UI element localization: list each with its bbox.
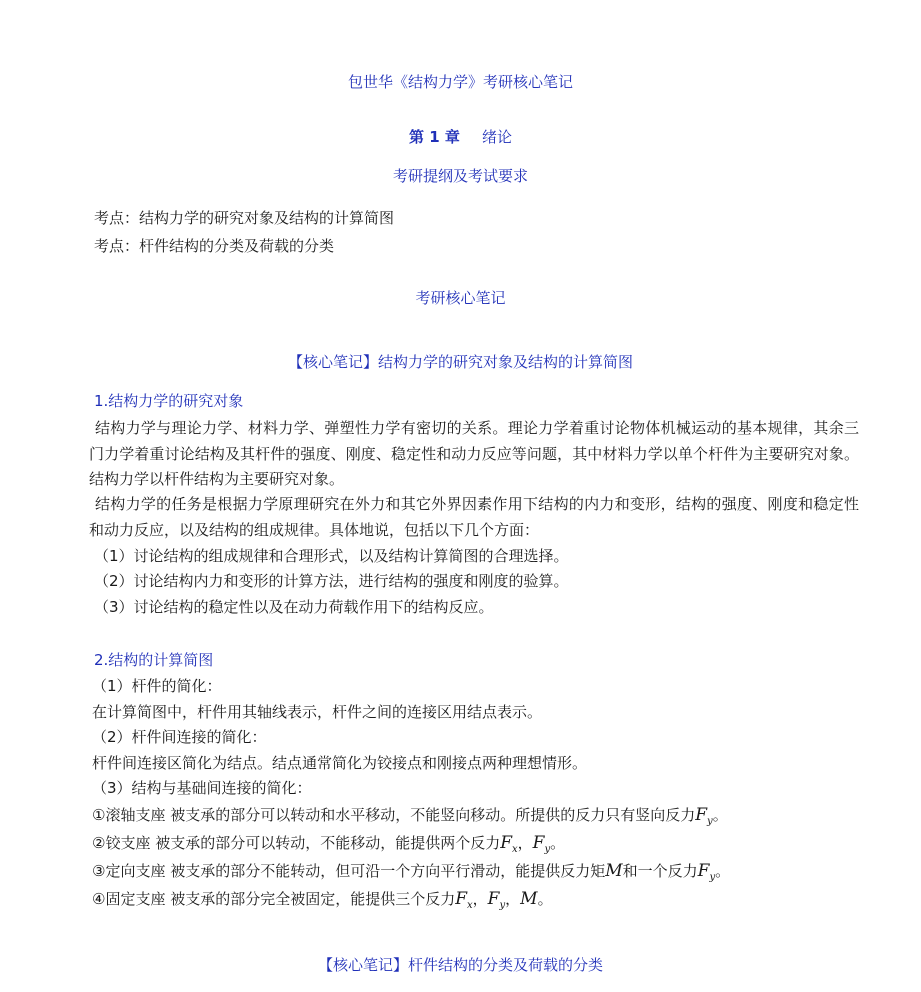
outline-heading: 考研提纲及考试要求 (392, 167, 528, 185)
section2-sub3: （3）结构与基础间连接的简化： (92, 779, 312, 797)
document-title: 包世华《结构力学》考研核心笔记 (347, 73, 573, 91)
support-roller (92, 804, 728, 826)
exam-point-1: 考点：结构力学的研究对象及结构的计算简图 (94, 209, 395, 227)
section2-sub2-text: 杆件间连接区简化为结点。结点通常简化为铰接点和刚接点两种理想情形。 (92, 754, 588, 772)
math-M: M (605, 861, 623, 881)
math-Fy: $F_y$ (532, 833, 551, 855)
math-Fx: $F_x$ (455, 889, 473, 911)
math-Fy: $F_y$ (697, 861, 716, 883)
support-pin-text: ②铰支座 被支承的部分可以转动，不能移动，能提供两个反力 (92, 834, 501, 852)
section1-item-2: （2）讨论结构内力和变形的计算方法，进行结构的强度和刚度的验算。 (94, 572, 569, 590)
section2-title: 2.结构的计算简图 (94, 651, 214, 669)
section1-para2-text: 结构力学的任务是根据力学原理研究在外力和其它外界因素作用下结构的内力和变形，结构的强度、刚度和稳定性和动力反应，以及结构的组成规律。具体地说，包括以下几个方面： (89, 495, 859, 539)
chapter-heading (0, 126, 921, 148)
support-pin: ②铰支座 被支承的部分可以转动，不能移动，能提供两个反力$F_x$，$F_y$。 (92, 833, 566, 855)
section1-title (94, 390, 243, 412)
math-M: M (520, 889, 538, 909)
chapter-name: 绪论 (481, 128, 512, 146)
support-guided-text: ③定向支座 被支承的部分不能转动，但可沿一个方向平行滑动，能提供反力矩 (92, 862, 606, 880)
support-fixed-text: ④固定支座 被支承的部分完全被固定，能提供三个反力 (92, 890, 456, 908)
core-note-heading-1: 【核心笔记】结构力学的研究对象及结构的计算简图 (287, 353, 633, 371)
section2-sub1-text: 在计算简图中，杆件用其轴线表示，杆件之间的连接区用结点表示。 (92, 703, 543, 721)
exam-point-2: 考点：杆件结构的分类及荷载的分类 (94, 237, 335, 255)
support-fixed: ④固定支座 被支承的部分完全被固定，能提供三个反力$F_x$，$F_y$，M。 (92, 889, 553, 911)
core-note-heading-2: 【核心笔记】杆件结构的分类及荷载的分类 (317, 956, 603, 974)
section2-sub1: （1）杆件的简化： (92, 677, 222, 695)
section2-sub2: （2）杆件间连接的简化： (92, 728, 267, 746)
section1-para1 (89, 416, 859, 493)
support-roller-text: ①滚轴支座 被支承的部分可以转动和水平移动，不能竖向移动。所提供的反力只有竖向反力 (92, 806, 696, 824)
notes-heading: 考研核心笔记 (415, 289, 506, 307)
math-Fy: $F_y$ (487, 889, 506, 911)
section1-item-3: （3）讨论结构的稳定性以及在动力荷载作用下的结构反应。 (94, 598, 494, 616)
support-roller-end: 。 (712, 806, 728, 824)
math-Fy: $F_y$ (695, 805, 713, 827)
math-Fx: $F_x$ (500, 833, 518, 855)
section1-item-1: （1）讨论结构的组成规律和合理形式，以及结构计算简图的合理选择。 (94, 547, 569, 565)
chapter-number: 第 1 章 (409, 128, 460, 146)
section1-title-text: 1.结构力学的研究对象 (94, 392, 244, 410)
section1-para2 (89, 492, 859, 543)
section1-para1-text: 结构力学与理论力学、材料力学、弹塑性力学有密切的关系。理论力学着重讨论物体机械运动的基本规律，其余三门力学着重讨论结构及其杆件的强度、刚度、稳定性和动力反应等问题，其中材料力学以单个杆件为主要研究对象。结构力学以杆件结构为主要研究对象。 (89, 419, 859, 488)
support-guided: ③定向支座 被支承的部分不能转动，但可沿一个方向平行滑动，能提供反力矩M和一个反力$F_y$。 (92, 861, 731, 883)
